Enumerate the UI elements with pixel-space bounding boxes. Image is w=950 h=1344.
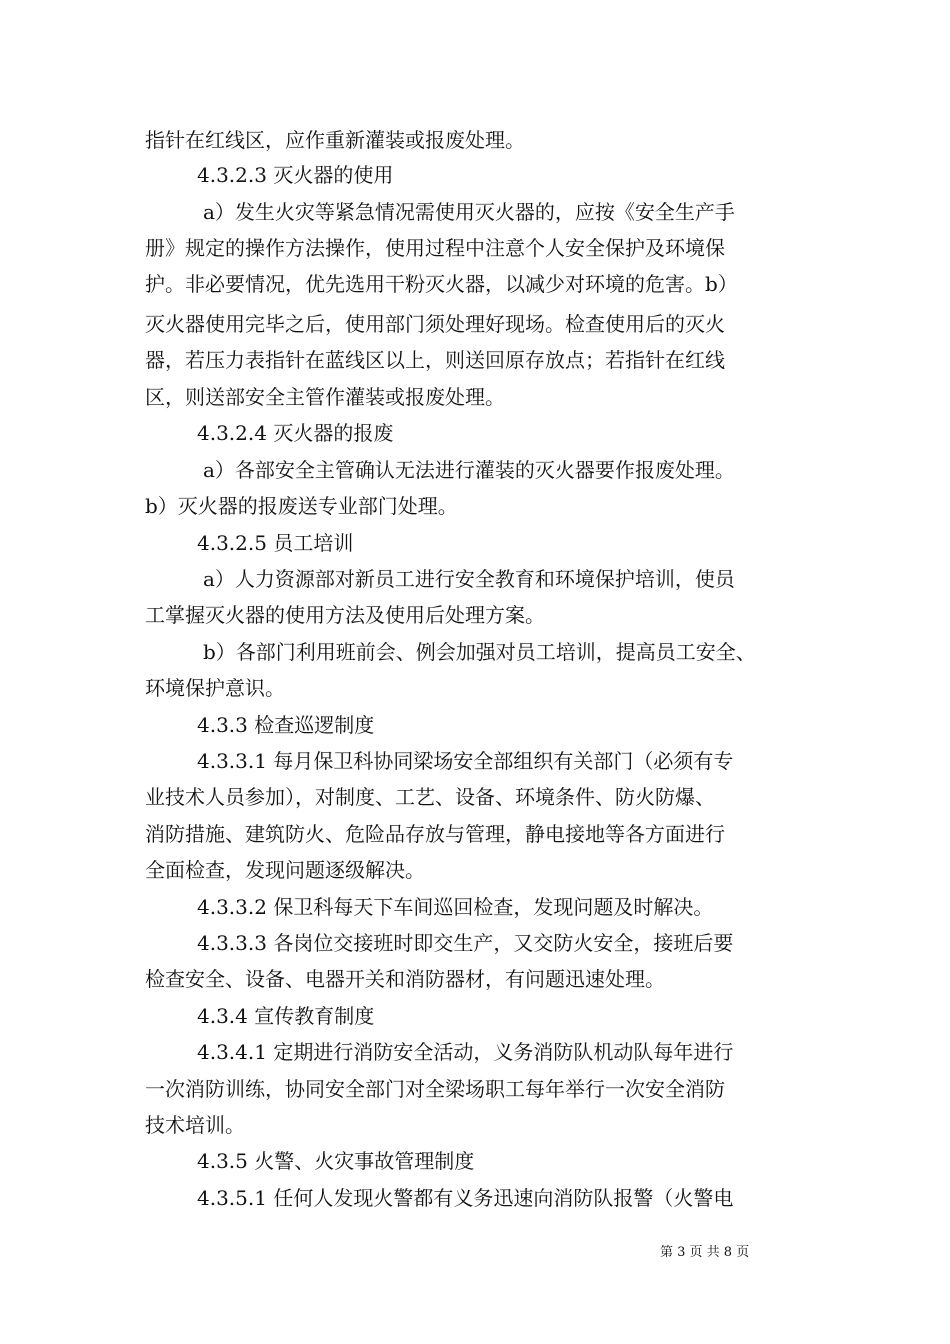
paragraph-line: 4.3.4.1 定期进行消防安全活动，义务消防队机动队每年进行 <box>197 1040 734 1064</box>
paragraph-line: b）灭火器的报废送专业部门处理。 <box>145 494 458 518</box>
paragraph-line: 全面检查，发现问题逐级解决。 <box>145 858 425 882</box>
paragraph-line: a）发生火灾等紧急情况需使用灭火器的，应按《安全生产手 <box>203 200 735 224</box>
paragraph-line: 灭火器使用完毕之后，使用部门须处理好现场。检查使用后的灭火 <box>145 312 725 336</box>
section-heading-4-3-4: 4.3.4 宣传教育制度 <box>197 1004 375 1028</box>
paragraph-line: b）各部门利用班前会、例会加强对员工培训，提高员工安全、 <box>203 640 756 664</box>
paragraph-line: 工掌握灭火器的使用方法及使用后处理方案。 <box>145 603 545 627</box>
section-heading-4-3-2-3: 4.3.2.3 灭火器的使用 <box>197 163 394 187</box>
paragraph-line: 一次消防训练，协同安全部门对全梁场职工每年举行一次安全消防 <box>145 1077 725 1101</box>
paragraph-line: 指针在红线区，应作重新灌装或报废处理。 <box>145 128 525 152</box>
paragraph-line: 环境保护意识。 <box>145 676 285 700</box>
paragraph-line: 册》规定的操作方法操作，使用过程中注意个人安全保护及环境保 <box>145 236 725 260</box>
paragraph-line: 4.3.3.1 每月保卫科协同梁场安全部组织有关部门（必须有专 <box>197 749 734 773</box>
paragraph-line: 护。非必要情况，优先选用干粉灭火器，以减少对环境的危害。b） <box>145 272 738 296</box>
page-number-footer: 第 3 页 共 8 页 <box>660 1245 750 1260</box>
paragraph-line: 器，若压力表指针在蓝线区以上，则送回原存放点；若指针在红线 <box>145 348 725 372</box>
paragraph-line: a）各部安全主管确认无法进行灌装的灭火器要作报废处理。 <box>203 458 735 482</box>
paragraph-line: 4.3.3.2 保卫科每天下车间巡回检查，发现问题及时解决。 <box>197 895 714 919</box>
paragraph-line: 技术培训。 <box>145 1113 245 1137</box>
section-heading-4-3-3: 4.3.3 检查巡逻制度 <box>197 713 375 737</box>
section-heading-4-3-5: 4.3.5 火警、火灾事故管理制度 <box>197 1149 475 1173</box>
paragraph-line: a）人力资源部对新员工进行安全教育和环境保护培训，使员 <box>203 567 735 591</box>
paragraph-line: 区，则送部安全主管作灌装或报废处理。 <box>145 385 505 409</box>
section-heading-4-3-2-5: 4.3.2.5 员工培训 <box>197 531 354 555</box>
paragraph-line: 4.3.5.1 任何人发现火警都有义务迅速向消防队报警（火警电 <box>197 1186 734 1210</box>
section-heading-4-3-2-4: 4.3.2.4 灭火器的报废 <box>197 421 394 445</box>
paragraph-line: 消防措施、建筑防火、危险品存放与管理，静电接地等各方面进行 <box>145 822 725 846</box>
paragraph-line: 检查安全、设备、电器开关和消防器材，有问题迅速处理。 <box>145 967 665 991</box>
paragraph-line: 业技术人员参加），对制度、工艺、设备、环境条件、防火防爆、 <box>145 785 715 809</box>
paragraph-line: 4.3.3.3 各岗位交接班时即交生产，又交防火安全，接班后要 <box>197 931 734 955</box>
